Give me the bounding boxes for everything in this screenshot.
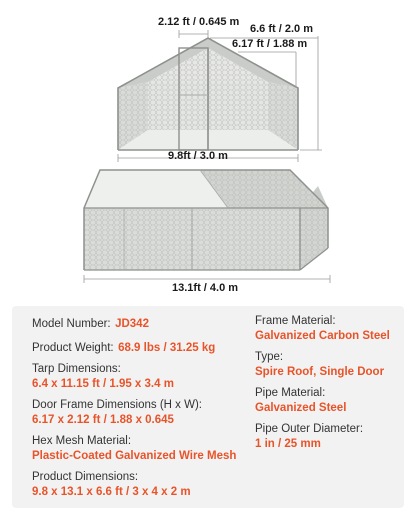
- spec-label: Model Number:: [32, 318, 111, 330]
- coop-front-view: [118, 38, 298, 150]
- spec-value: JD342: [115, 318, 149, 330]
- spec-door-frame-dimensions: [32, 398, 242, 428]
- spec-label: Product Weight:: [32, 342, 114, 354]
- spec-value: 6.17 x 2.12 ft / 1.88 x 0.645: [32, 414, 174, 426]
- spec-pipe-material: [255, 386, 395, 416]
- spec-label: Door Frame Dimensions (H x W):: [32, 399, 202, 411]
- width-label: 9.8ft / 3.0 m: [168, 150, 228, 162]
- spec-label: Pipe Material:: [255, 387, 326, 399]
- spec-value: 68.9 lbs / 31.25 kg: [118, 342, 216, 354]
- spec-value: Galvanized Carbon Steel: [255, 330, 390, 342]
- spec-value: Spire Roof, Single Door: [255, 366, 385, 378]
- spec-pipe-outer-diameter: [255, 422, 395, 452]
- coop-side-view: [84, 170, 328, 270]
- spec-card: [12, 306, 404, 508]
- height-total-label: 6.6 ft / 2.0 m: [250, 23, 313, 35]
- spec-type: [255, 350, 395, 380]
- door-width-label: 2.12 ft / 0.645 m: [158, 16, 240, 28]
- spec-hex-mesh-material: [32, 434, 242, 464]
- spec-label: Type:: [255, 351, 284, 363]
- spec-tarp-dimensions: [32, 362, 242, 392]
- spec-label: Hex Mesh Material:: [32, 435, 132, 447]
- spec-label: Pipe Outer Diameter:: [255, 423, 364, 435]
- spec-value: Galvanized Steel: [255, 402, 347, 414]
- spec-value: 1 in / 25 mm: [255, 438, 321, 450]
- length-label: 13.1ft / 4.0 m: [172, 282, 239, 294]
- height-side-label: 6.17 ft / 1.88 m: [232, 38, 308, 50]
- spec-value: 9.8 x 13.1 x 6.6 ft / 3 x 4 x 2 m: [32, 486, 191, 498]
- spec-column-right: [255, 314, 395, 458]
- spec-label: Frame Material:: [255, 315, 336, 327]
- spec-column-left: [32, 314, 242, 506]
- spec-label: Tarp Dimensions:: [32, 363, 121, 375]
- spec-product-weight: [32, 338, 242, 356]
- spec-model-number: [32, 314, 242, 332]
- spec-frame-material: [255, 314, 395, 344]
- spec-label: Product Dimensions:: [32, 471, 139, 483]
- spec-product-dimensions: [32, 470, 242, 500]
- spec-value: Plastic-Coated Galvanized Wire Mesh: [32, 450, 237, 462]
- spec-value: 6.4 x 11.15 ft / 1.95 x 3.4 m: [32, 378, 174, 390]
